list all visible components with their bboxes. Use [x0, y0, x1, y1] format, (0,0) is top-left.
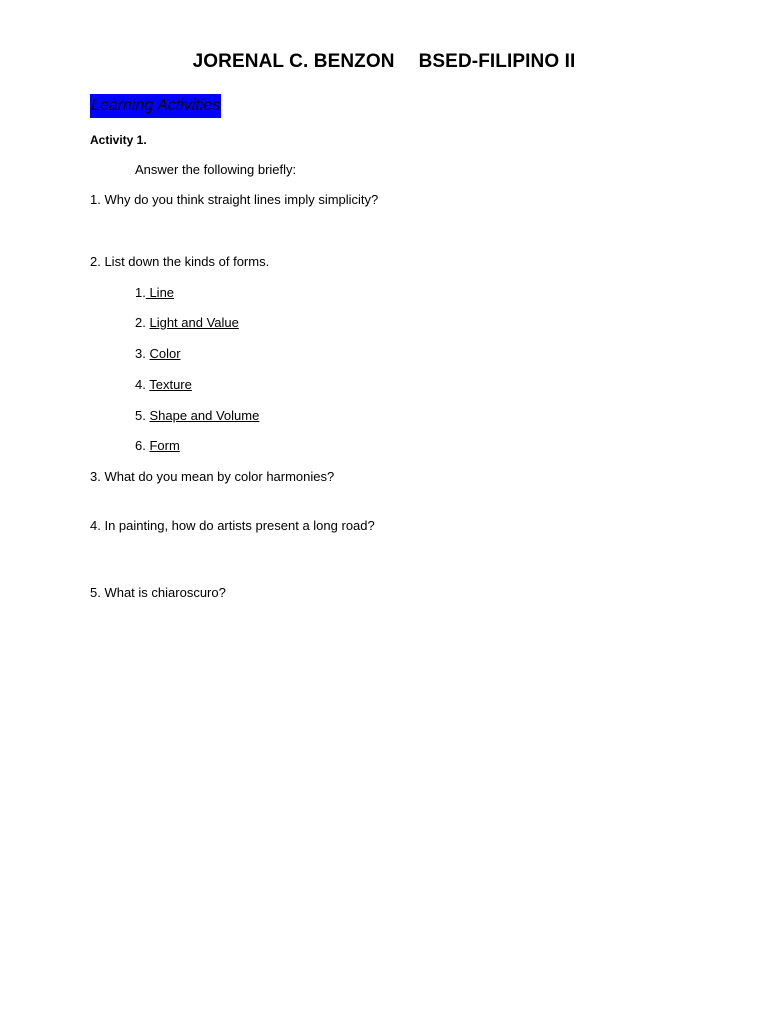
form-item: [135, 346, 181, 362]
form-item-answer: Texture: [149, 377, 192, 392]
student-course: BSED-FILIPINO II: [418, 51, 576, 72]
question-5: 5. What is chiaroscuro?: [90, 585, 226, 600]
question-3: 3. What do you mean by color harmonies?: [90, 469, 335, 484]
form-item: [135, 408, 259, 424]
document-header: [0, 50, 768, 74]
question-4: 4. In painting, how do artists present a long road?: [90, 518, 375, 533]
form-item-answer: Light and Value: [149, 315, 239, 330]
activity-label: Activity 1.: [90, 133, 147, 147]
form-item-number: 4.: [135, 377, 146, 392]
form-item: [135, 438, 180, 454]
section-title: Learning Activities: [90, 94, 221, 118]
form-item-answer: Form: [149, 438, 180, 453]
form-item: [135, 315, 239, 331]
activity-instruction: Answer the following briefly:: [135, 162, 297, 177]
question-2: 2. List down the kinds of forms.: [90, 254, 270, 269]
form-item-answer: Color: [149, 346, 181, 361]
question-1: 1. Why do you think straight lines imply simplicity?: [90, 192, 379, 207]
form-item: [135, 377, 192, 393]
form-item-number: 5.: [135, 408, 146, 423]
form-item-number: 6.: [135, 438, 146, 453]
student-name: JORENAL C. BENZON: [192, 51, 395, 72]
form-item-number: 2.: [135, 315, 146, 330]
form-item: [135, 285, 174, 301]
form-item-answer: Line: [145, 285, 175, 300]
form-item-answer: Shape and Volume: [149, 408, 260, 423]
form-item-number: 3.: [135, 346, 146, 361]
form-item-number: 1.: [135, 285, 146, 300]
